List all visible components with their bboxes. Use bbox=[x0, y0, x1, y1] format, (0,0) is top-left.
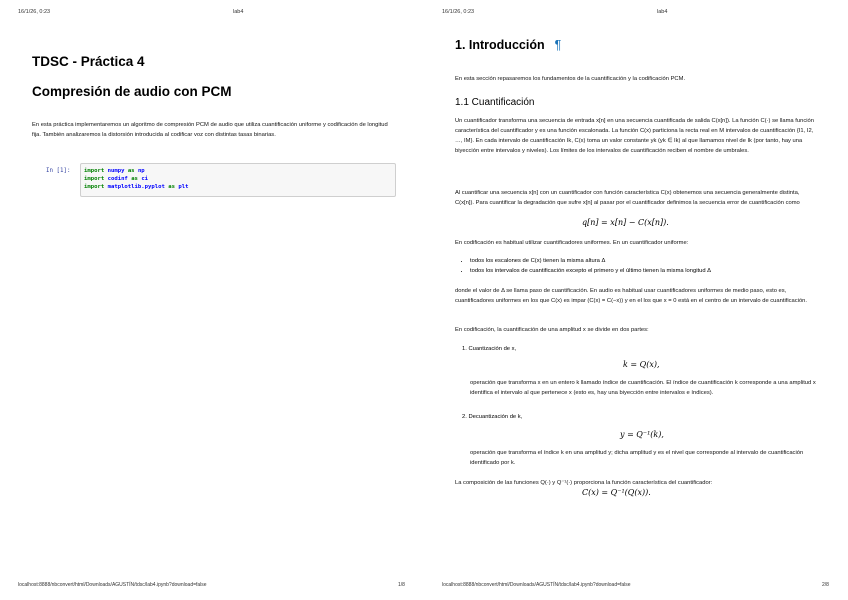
section-intro: En esta sección repasaremos los fundamentos de la cuantificación y la codificación PCM. bbox=[455, 76, 686, 82]
page-footer-url: localhost:8888/nbconvert/html/Downloads/AGUSTÍN/tdsc/lab4.ipynb?download=false bbox=[18, 582, 207, 588]
page-header-date: 16/1/26, 0:23 bbox=[442, 9, 475, 15]
page-header-title: lab4 bbox=[657, 9, 668, 15]
page-header-title: lab4 bbox=[233, 9, 244, 15]
error-equation: q[n] = x[n] − C(x[n]). bbox=[582, 218, 669, 227]
code-line: import codinf as ci bbox=[84, 176, 149, 182]
anchor-link[interactable]: ¶ bbox=[554, 38, 562, 52]
step-paragraph: donde el valor de Δ se llama paso de cuantificación. En audio es habitual usar cuantificadores uniformes de medio paso, esto es, cuantificadores uniformes en los que C(x) es impar (C(x) = C(−x)) y en el los que x = 0 está en el centro de un intervalo de cuantificación. bbox=[455, 288, 808, 304]
code-line: import numpy as np bbox=[84, 168, 145, 174]
page-footer-number: 2/8 bbox=[822, 582, 829, 588]
page-footer-number: 1/8 bbox=[398, 582, 405, 588]
uniform-paragraph: En codificación es habitual utilizar cuantificadores uniformes. En un cuantificador uniforme: bbox=[455, 240, 689, 246]
dequantization-equation: y = Q⁻¹(k), bbox=[620, 430, 664, 439]
code-cell[interactable] bbox=[80, 163, 396, 197]
code-line: import matplotlib.pyplot as plt bbox=[84, 184, 189, 190]
item-quantization-text: operación que transforma x en un entero k llamado índice de cuantificación. El índice de cuantificación k corresponde a una amplitud x identifica el intervalo al que pertenece x (esto es, hay una biyección entre intervalos e índices). bbox=[470, 380, 816, 396]
two-parts-paragraph: En codificación, la cuantificación de una amplitud x se divide en dos partes: bbox=[455, 327, 649, 333]
error-paragraph: Al cuantificar una secuencia x[n] con un cuantificador con función característica C(x) obtenemos una secuencia generalmente distinta, C(x[n]). Para cuantificar la degradación que sufre x[n] al pasar por el cuantificador definimos la secuencia error de cuantificación como bbox=[455, 190, 800, 206]
list-item: • todos los escalones de C(x) tienen la misma altura Δ bbox=[470, 256, 711, 266]
list-item: • todos los intervalos de cuantificación excepto el primero y el último tienen la misma longitud Δ bbox=[470, 266, 711, 276]
page-footer-url: localhost:8888/nbconvert/html/Downloads/AGUSTÍN/tdsc/lab4.ipynb?download=false bbox=[442, 582, 631, 588]
item-dequantization-text: operación que transforma el índice k en una amplitud y; dicha amplitud y es el nivel que corresponde al intervalo de cuantificación identificado por k. bbox=[470, 450, 804, 466]
notebook-subtitle: Compresión de audio con PCM bbox=[32, 84, 232, 99]
composition-equation: C(x) = Q⁻¹(Q(x)). bbox=[582, 488, 651, 497]
cell-prompt: In [1]: bbox=[46, 168, 71, 174]
uniform-properties-list bbox=[462, 256, 711, 276]
quantization-equation: k = Q(x), bbox=[623, 360, 660, 369]
intro-paragraph: En esta práctica implementaremos un algoritmo de compresión PCM de audio que utiliza cuantificación uniforme y codificación de longitud fija. También analizaremos la distorsión introducida al codificar voz con distintas tasas binarias. bbox=[32, 122, 388, 138]
subsection-heading: 1.1 Cuantificación bbox=[455, 97, 535, 108]
composition-paragraph: La composición de las funciones Q(·) y Q⁻¹(·) proporciona la función característica del cuantificador: bbox=[455, 480, 713, 486]
quantizer-paragraph: Un cuantificador transforma una secuencia de entrada x[n] en una secuencia cuantificada de salida C(x[n]). La función C(·) se llama función característica del cuantificador y es una función escalonada. La función C(x) particiona la recta real en M intervalos de cuantificación {I1, I2, …, IM}. En cada intervalo de cuantificación Ik, C(x) toma un valor constante yk (yk ∈ Ik) al que llamamos nivel de Ik (por tanto, hay una biyección entre intervalos y niveles). Los límites de los intervalos de cuantificación reciben el nombre de umbrales. bbox=[455, 118, 814, 154]
section-heading: 1. Introducción ¶ bbox=[455, 38, 562, 52]
item-dequantization-title: 2. Decuantización de k, bbox=[462, 414, 523, 420]
item-quantization-title: 1. Cuantización de x, bbox=[462, 346, 517, 352]
page-header-date: 16/1/26, 0:23 bbox=[18, 9, 51, 15]
notebook-title: TDSC - Práctica 4 bbox=[32, 54, 145, 69]
